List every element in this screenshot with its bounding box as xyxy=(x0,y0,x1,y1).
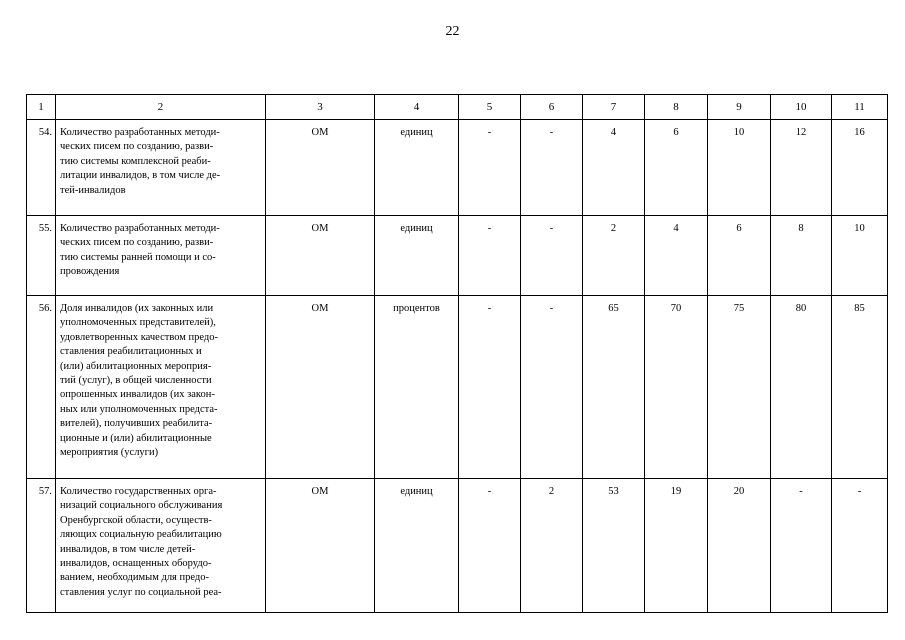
source-cell: ОМ xyxy=(266,216,375,296)
value-cell: 16 xyxy=(832,120,888,216)
unit-cell: единиц xyxy=(375,120,459,216)
name-line: ставления услуг по социальной реа- xyxy=(60,586,222,598)
header-cell: 4 xyxy=(375,95,459,120)
name-line: инвалидов, оснащенных оборудо- xyxy=(60,558,212,570)
name-line: Доля инвалидов (их законных или xyxy=(60,303,214,314)
value-cell: 6 xyxy=(708,216,771,296)
value-cell: 10 xyxy=(708,120,771,216)
name-line: ческих писем по созданию, разви- xyxy=(60,141,214,153)
name-line: Оренбургской области, осуществ- xyxy=(60,514,212,526)
value-cell: 70 xyxy=(645,296,708,479)
row-number: 57. xyxy=(27,479,56,613)
value-cell: 2 xyxy=(583,216,645,296)
name-line: уполномоченных представителей), xyxy=(60,317,216,329)
value-cell: - xyxy=(459,479,521,613)
header-row xyxy=(27,95,888,120)
indicator-name xyxy=(56,216,266,296)
name-line: ставления реабилитационных и xyxy=(60,346,202,358)
name-line: удовлетворенных качеством предо- xyxy=(60,331,219,343)
name-line: Количество государственных орга- xyxy=(60,486,217,497)
value-cell: 19 xyxy=(645,479,708,613)
indicators-table xyxy=(26,94,888,613)
value-cell: 53 xyxy=(583,479,645,613)
value-cell: 2 xyxy=(521,479,583,613)
table-row xyxy=(27,296,888,479)
header-cell: 6 xyxy=(521,95,583,120)
page-number: 22 xyxy=(445,24,460,39)
source-cell: ОМ xyxy=(266,120,375,216)
value-cell: - xyxy=(459,216,521,296)
value-cell: - xyxy=(459,296,521,479)
unit-cell: единиц xyxy=(375,216,459,296)
table-row xyxy=(27,216,888,296)
name-line: провождения xyxy=(60,266,120,278)
value-cell: 6 xyxy=(645,120,708,216)
indicator-name xyxy=(56,296,266,479)
value-cell: - xyxy=(521,120,583,216)
header-cell: 5 xyxy=(459,95,521,120)
name-line: опрошенных инвалидов (их закон- xyxy=(60,389,215,401)
name-line: Количество разработанных методи- xyxy=(60,127,220,138)
name-line: низаций социального обслуживания xyxy=(60,500,223,512)
header-cell: 9 xyxy=(708,95,771,120)
header-cell: 11 xyxy=(832,95,888,120)
value-cell: 85 xyxy=(832,296,888,479)
value-cell: - xyxy=(521,296,583,479)
header-cell: 10 xyxy=(771,95,832,120)
value-cell: 80 xyxy=(771,296,832,479)
name-line: литации инвалидов, в том числе де- xyxy=(60,170,221,182)
header-cell: 1 xyxy=(27,95,56,120)
name-line: тию системы ранней помощи и со- xyxy=(60,251,216,263)
name-line: ляющих социальную реабилитацию xyxy=(60,529,222,541)
header-cell: 2 xyxy=(56,95,266,120)
value-cell: - xyxy=(459,120,521,216)
table-row xyxy=(27,479,888,613)
value-cell: 75 xyxy=(708,296,771,479)
header-cell: 3 xyxy=(266,95,375,120)
value-cell: 65 xyxy=(583,296,645,479)
row-number: 55. xyxy=(27,216,56,296)
name-line: ванием, необходимым для предо- xyxy=(60,572,209,584)
value-cell: 4 xyxy=(645,216,708,296)
table-row xyxy=(27,120,888,216)
row-number: 56. xyxy=(27,296,56,479)
unit-cell: процентов xyxy=(375,296,459,479)
value-cell: 12 xyxy=(771,120,832,216)
unit-cell: единиц xyxy=(375,479,459,613)
indicator-name xyxy=(56,479,266,613)
value-cell: - xyxy=(771,479,832,613)
value-cell: - xyxy=(832,479,888,613)
indicator-name xyxy=(56,120,266,216)
name-line: инвалидов, в том числе детей- xyxy=(60,543,196,555)
value-cell: 10 xyxy=(832,216,888,296)
name-line: тию системы комплексной реаби- xyxy=(60,155,211,167)
value-cell: - xyxy=(521,216,583,296)
name-line: (или) абилитационных мероприя- xyxy=(60,360,212,372)
header-cell: 8 xyxy=(645,95,708,120)
name-line: тей-инвалидов xyxy=(60,184,126,196)
row-number: 54. xyxy=(27,120,56,216)
value-cell: 4 xyxy=(583,120,645,216)
name-line: ционные и (или) абилитационные xyxy=(60,432,212,444)
source-cell: ОМ xyxy=(266,479,375,613)
header-cell: 7 xyxy=(583,95,645,120)
name-line: вителей), получивших реабилита- xyxy=(60,418,213,430)
name-line: ческих писем по созданию, разви- xyxy=(60,237,214,249)
source-cell: ОМ xyxy=(266,296,375,479)
name-line: Количество разработанных методи- xyxy=(60,223,220,234)
name-line: тий (услуг), в общей численности xyxy=(60,375,212,387)
value-cell: 20 xyxy=(708,479,771,613)
value-cell: 8 xyxy=(771,216,832,296)
name-line: мероприятия (услуги) xyxy=(60,447,159,459)
name-line: ных или уполномоченных предста- xyxy=(60,403,218,415)
